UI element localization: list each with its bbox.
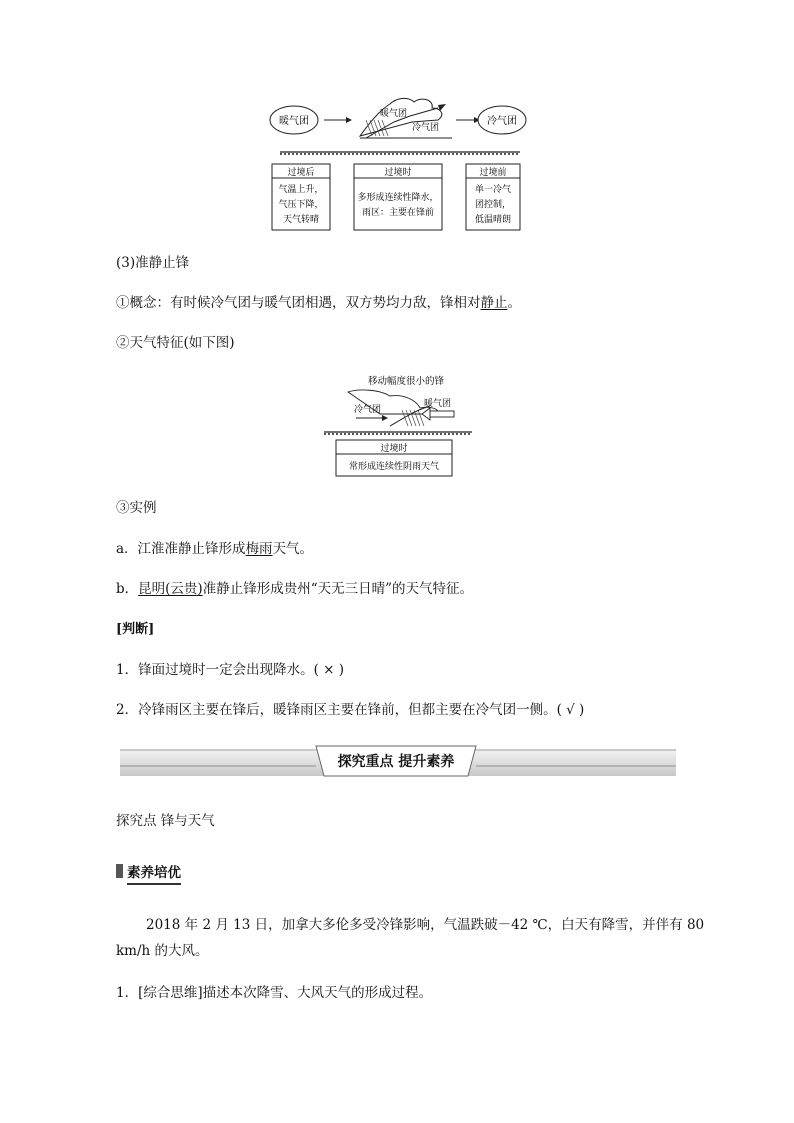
svg-text:过境后: 过境后 [287,168,315,178]
svg-text:多形成连续性降水，: 多形成连续性降水， [357,193,439,203]
judge-item-1: 1．锋面过境时一定会出现降水。( × ) [116,662,345,678]
box-during-passage [354,164,442,230]
svg-text:过境时: 过境时 [384,168,412,178]
arrow-right-icon [456,117,480,123]
weather-features-heading: ②天气特征(如下图) [116,335,235,351]
box-title: 过境时 [380,444,408,454]
svg-text:雨区：主要在锋前: 雨区：主要在锋前 [361,208,435,218]
banner-graphic [120,744,676,780]
cold-mass-label-mid: 冷气团 [412,123,440,133]
arrow-right-icon [356,415,388,421]
paragraph-line-2: km/h 的大风。 [116,943,209,959]
svg-text:气温上升，: 气温上升， [278,185,324,195]
stationary-front-diagram [320,370,476,478]
example-a-underlined: 梅雨 [245,541,273,557]
judge-item-2: 2．冷锋雨区主要在锋后，暖锋雨区主要在锋前，但都主要在冷气团一侧。( √ ) [116,702,585,718]
example-b: b．昆明(云贵)准静止锋形成贵州“天无三日晴”的天气特征。 [116,581,474,597]
cold-mass-label: 冷气团 [354,405,382,415]
warm-mass-label-mid: 暖气团 [380,109,408,119]
front-top-label: 移动幅度很小的锋 [368,376,445,387]
section-banner [120,744,676,780]
svg-text:团控制，: 团控制， [474,200,512,210]
cold-air-mass-cloud-right [478,106,526,134]
svg-text:气压下降，: 气压下降， [278,200,324,210]
box-after-passage [272,164,330,230]
explore-point-title: 探究点 锋与天气 [116,813,215,829]
warm-mass-label: 暖气团 [424,399,452,409]
judge-heading: [判断] [116,622,155,637]
svg-text:单一冷气: 单一冷气 [474,185,512,195]
cold-mass-label-right: 冷气团 [487,116,517,127]
svg-text:过境前: 过境前 [479,168,507,178]
banner-title: 探究重点 提升素养 [337,754,455,770]
concept-text: ①概念：有时候冷气团与暖气团相遇，双方势均力敌，锋相对 [116,295,481,311]
cold-front-diagram [262,92,534,234]
warm-air-mass-cloud-left [270,106,318,134]
examples-heading: ③实例 [116,500,157,516]
svg-text:低温晴朗: 低温晴朗 [474,215,512,225]
concept-line: ①概念：有时候冷气团与暖气团相遇，双方势均力敌，锋相对静止。 [116,295,521,311]
section-heading-stationary-front: (3)准静止锋 [116,255,190,271]
warm-mass-label-left: 暖气团 [279,116,309,127]
paragraph-line-1: 2018 年 2 月 13 日，加拿大多伦多受冷锋影响，气温跌破－42 ℃，白天有降雪，并伴有 80 [146,917,705,933]
svg-text:天气转晴: 天气转晴 [282,215,320,225]
example-a: a．江淮准静止锋形成梅雨天气。 [116,541,314,557]
box-text: 常形成连续性阴雨天气 [348,462,440,472]
question-1: 1．[综合思维]描述本次降雪、大风天气的形成过程。 [116,985,433,1001]
tag-marker-icon [116,864,123,878]
example-b-underlined: 昆明(云贵) [138,581,203,597]
arrow-right-icon [324,117,352,123]
tag-label: 素养培优 [127,865,181,885]
concept-underlined: 静止 [480,295,508,311]
box-before-passage [466,164,520,230]
quality-tag [116,860,181,881]
cold-front-scene [360,98,452,138]
ground-hatch [280,152,520,154]
